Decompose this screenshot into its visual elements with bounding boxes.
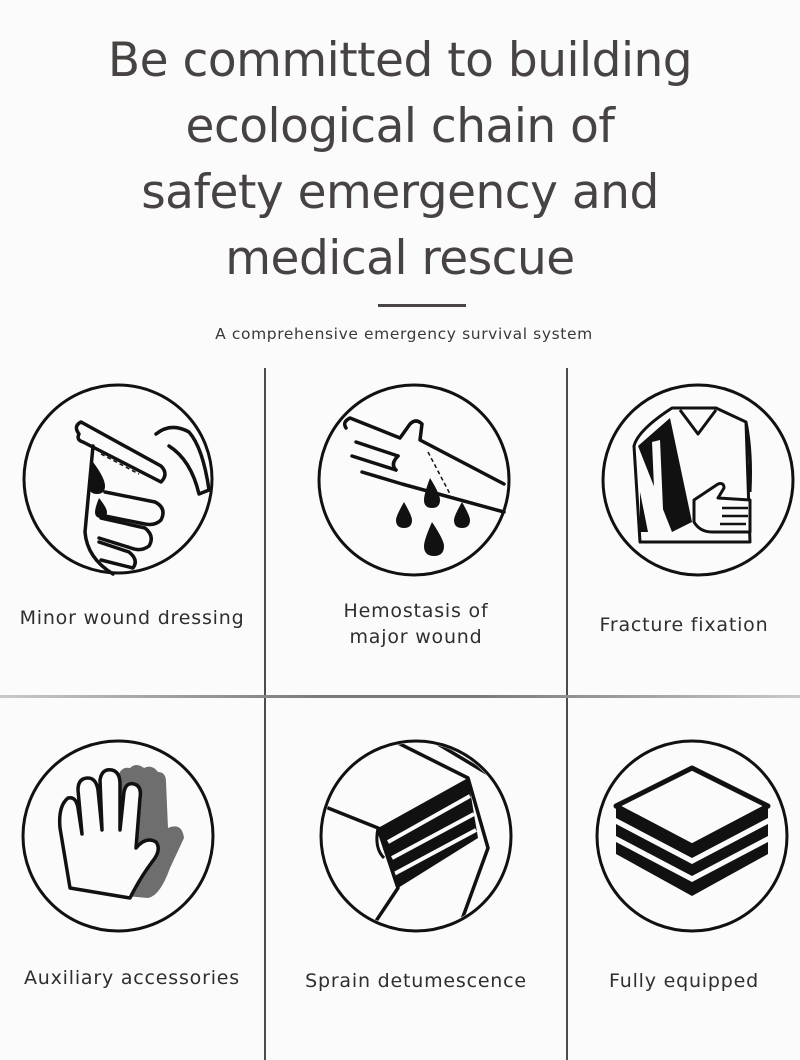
feature-fully-equipped [568, 698, 800, 1060]
title-line: medical rescue [225, 231, 575, 286]
feature-label-line: Fracture fixation [599, 614, 769, 636]
feature-label [568, 612, 800, 638]
feature-label-line: Sprain detumescence [305, 970, 527, 992]
subtitle: A comprehensive emergency survival system [215, 325, 593, 343]
title-line: Be committed to building [107, 33, 693, 88]
feature-minor-wound [0, 368, 264, 695]
arm-sling-icon [600, 382, 796, 578]
arm-bleeding-icon [316, 382, 512, 578]
layers-icon [594, 738, 790, 934]
feature-label [266, 598, 566, 650]
feature-label-line: Minor wound dressing [19, 607, 245, 629]
title-line: ecological chain of [185, 99, 615, 154]
knee-bandage-icon [318, 738, 514, 934]
title-line: safety emergency and [141, 165, 659, 220]
feature-label [0, 605, 264, 631]
feature-label [266, 968, 566, 994]
feature-label [0, 965, 264, 991]
feature-fracture [568, 368, 800, 695]
feature-accessories [0, 698, 264, 1060]
feature-label-line: Fully equipped [609, 970, 759, 992]
feature-label-line: Hemostasis of [343, 600, 489, 622]
feature-label [568, 968, 800, 994]
feature-label-line: Auxiliary accessories [24, 967, 240, 989]
gloves-icon [20, 738, 216, 934]
finger-bleeding-icon [21, 382, 215, 576]
feature-sprain [266, 698, 566, 1060]
feature-major-wound [266, 368, 566, 695]
feature-label-line: major wound [349, 626, 483, 648]
